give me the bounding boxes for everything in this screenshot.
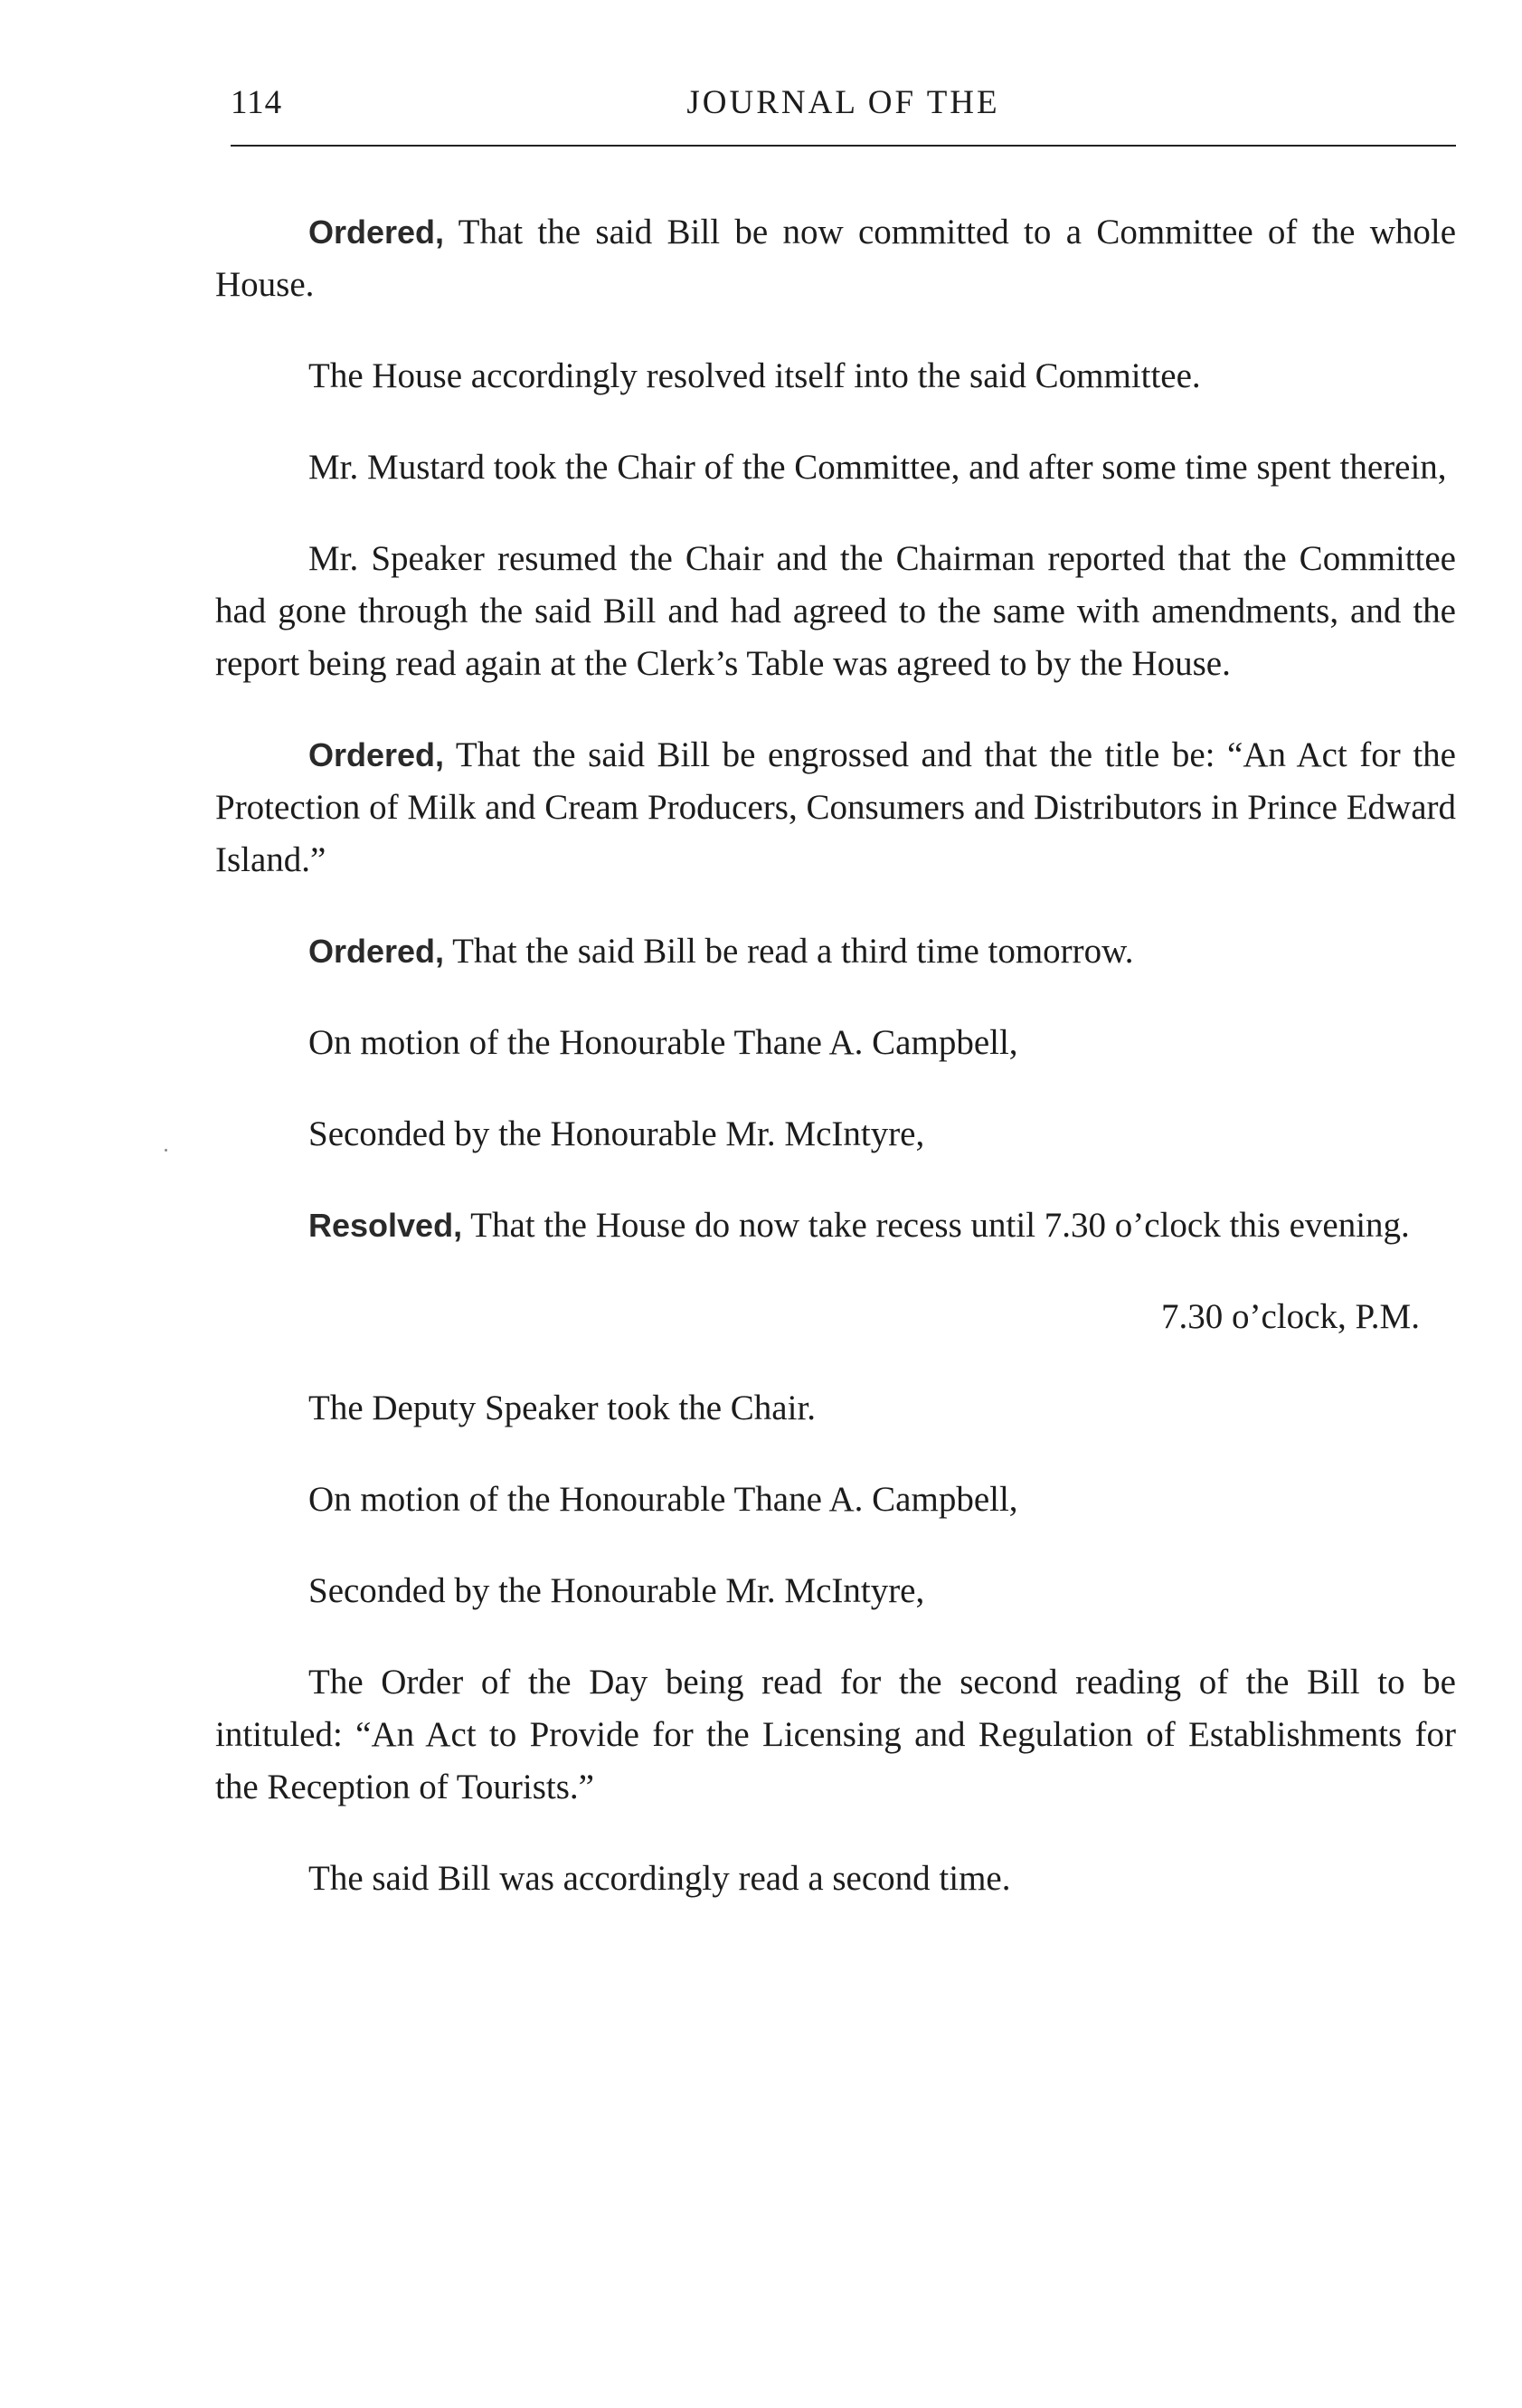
paragraph-order-of-day <box>215 1656 1456 1814</box>
page-number: 114 <box>231 84 283 121</box>
scan-speck <box>165 1149 167 1152</box>
paragraph-text: Mr. Mustard took the Chair of the Committee, and after some time spent therein, <box>308 448 1447 487</box>
paragraph-ordered-committee <box>215 206 1456 311</box>
paragraph-lead: Ordered, <box>308 213 445 251</box>
paragraph-text: That the said Bill be engrossed and that the title be: “An Act for the Protection of Milk and Cream Producers, Consumers and Distributors in Prince Edward Island.” <box>215 735 1456 879</box>
paragraph-text: The Order of the Day being read for the second reading of the Bill to be intituled: “An Act to Provide for the Licensing and Regulation of Establishments for the Reception of Tourists.” <box>215 1663 1456 1806</box>
paragraph-second-reading <box>215 1853 1456 1905</box>
paragraph-house-resolved <box>215 350 1456 403</box>
paragraph-seconded <box>215 1108 1456 1161</box>
paragraph-text: The Deputy Speaker took the Chair. <box>308 1389 817 1427</box>
paragraph-text: The said Bill was accordingly read a second time. <box>308 1859 1011 1898</box>
paragraph-chair-taken <box>215 441 1456 494</box>
paragraph-text: Seconded by the Honourable Mr. McIntyre, <box>308 1114 925 1153</box>
paragraph-text: Mr. Speaker resumed the Chair and the Chairman reported that the Committee had gone through the said Bill and had agreed to the same with amendments, and the report being read again at the Clerk’s Table was agreed to by the House. <box>215 539 1456 683</box>
paragraph-text: The House accordingly resolved itself into the said Committee. <box>308 356 1201 395</box>
header-rule <box>231 145 1456 147</box>
paragraph-text: On motion of the Honourable Thane A. Campbell, <box>308 1480 1018 1519</box>
paragraph-text: Seconded by the Honourable Mr. McIntyre, <box>308 1571 925 1610</box>
journal-body <box>215 206 1456 1944</box>
paragraph-motion-evening <box>215 1474 1456 1526</box>
paragraph-lead: Resolved, <box>308 1207 463 1244</box>
paragraph-text: That the said Bill be read a third time tomorrow. <box>444 932 1134 971</box>
paragraph-motion <box>215 1017 1456 1069</box>
paragraph-resolved-recess <box>215 1199 1456 1252</box>
paragraph-deputy-speaker <box>215 1382 1456 1435</box>
evening-time-stamp: 7.30 o’clock, P.M. <box>1161 1297 1420 1336</box>
paragraph-text: That the House do now take recess until 7.30 o’clock this evening. <box>462 1206 1410 1245</box>
paragraph-text: That the said Bill be now committed to a Committee of the whole House. <box>215 213 1456 304</box>
paragraph-lead: Ordered, <box>308 933 445 970</box>
paragraph-ordered-engrossed <box>215 729 1456 886</box>
paragraph-ordered-third-reading <box>215 925 1456 978</box>
paragraph-text: On motion of the Honourable Thane A. Campbell, <box>308 1023 1018 1062</box>
paragraph-chairman-report <box>215 533 1456 690</box>
paragraph-seconded-evening <box>215 1565 1456 1617</box>
page-header <box>231 83 1456 137</box>
running-head: JOURNAL OF THE <box>686 84 1000 121</box>
paragraph-lead: Ordered, <box>308 736 445 773</box>
